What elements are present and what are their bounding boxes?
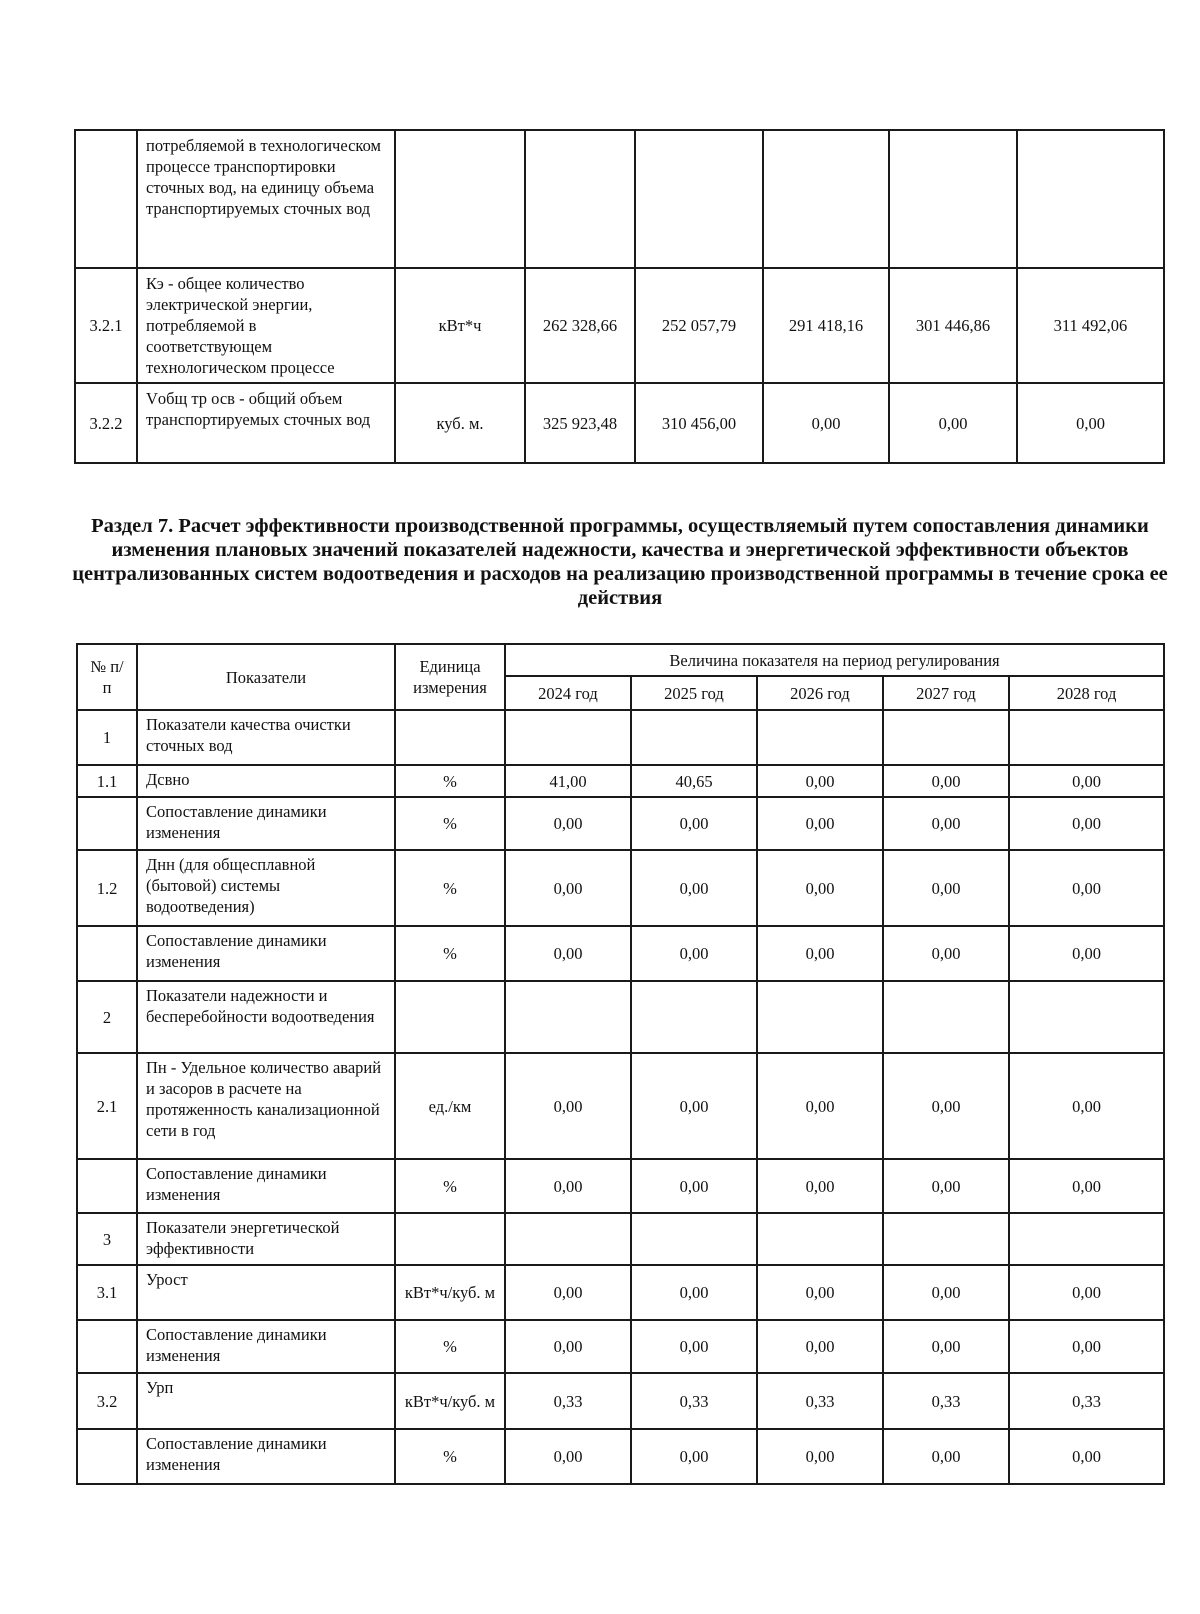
row-value: 0,00 (631, 1159, 757, 1213)
table-row (77, 850, 1164, 926)
row-value (525, 130, 635, 268)
row-indicator: Показатели надежности и бесперебойности водоотведения (137, 981, 395, 1053)
row-value: 301 446,86 (889, 268, 1017, 383)
row-value (883, 710, 1009, 765)
row-value: 40,65 (631, 765, 757, 797)
header-unit: Единица измерения (395, 644, 505, 710)
row-value (1009, 981, 1164, 1053)
row-value: 0,00 (883, 1320, 1009, 1373)
row-number (75, 130, 137, 268)
row-indicator: Пн - Удельное количество аварий и засоров в расчете на протяженность канализационной сети в год (137, 1053, 395, 1159)
row-value: 0,00 (757, 1265, 883, 1320)
row-unit: кВт*ч (395, 268, 525, 383)
row-unit: % (395, 797, 505, 850)
row-value: 0,00 (631, 1320, 757, 1373)
row-value (631, 1213, 757, 1265)
row-value (1009, 1213, 1164, 1265)
row-unit: куб. м. (395, 383, 525, 463)
row-value: 0,33 (505, 1373, 631, 1429)
row-value: 0,00 (757, 850, 883, 926)
row-indicator: Сопоставление динамики изменения (137, 1159, 395, 1213)
row-value: 0,00 (1017, 383, 1164, 463)
row-value: 0,00 (1009, 926, 1164, 981)
row-value: 0,00 (757, 1053, 883, 1159)
row-value: 0,00 (757, 1429, 883, 1484)
row-value: 0,00 (631, 850, 757, 926)
row-unit: % (395, 1429, 505, 1484)
row-number: 2.1 (77, 1053, 137, 1159)
row-value (757, 710, 883, 765)
row-value (631, 981, 757, 1053)
row-unit: ед./км (395, 1053, 505, 1159)
row-number: 3.2.1 (75, 268, 137, 383)
row-unit: % (395, 1159, 505, 1213)
table-row (77, 1213, 1164, 1265)
row-value: 0,00 (505, 850, 631, 926)
table-row (77, 797, 1164, 850)
row-value: 0,00 (757, 1159, 883, 1213)
table-row (75, 383, 1164, 463)
row-unit: % (395, 1320, 505, 1373)
row-number: 3.1 (77, 1265, 137, 1320)
header-year: 2028 год (1009, 676, 1164, 710)
row-value: 0,00 (1009, 797, 1164, 850)
row-indicator: Сопоставление динамики изменения (137, 797, 395, 850)
row-value: 0,00 (505, 797, 631, 850)
row-value (505, 1213, 631, 1265)
row-value: 0,00 (883, 1053, 1009, 1159)
row-indicator: Показатели энергетической эффективности (137, 1213, 395, 1265)
header-year: 2027 год (883, 676, 1009, 710)
row-value (883, 1213, 1009, 1265)
table-row (77, 1373, 1164, 1429)
row-number: 2 (77, 981, 137, 1053)
row-unit: кВт*ч/куб. м (395, 1265, 505, 1320)
row-value: 0,00 (883, 1159, 1009, 1213)
row-unit: % (395, 850, 505, 926)
row-number: 3.2.2 (75, 383, 137, 463)
row-indicator: Днн (для общесплавной (бытовой) системы водоотведения) (137, 850, 395, 926)
row-value (631, 710, 757, 765)
row-value: 0,00 (505, 1159, 631, 1213)
header-num: № п/п (77, 644, 137, 710)
row-unit (395, 710, 505, 765)
row-value: 0,33 (1009, 1373, 1164, 1429)
row-number: 1.1 (77, 765, 137, 797)
row-unit: кВт*ч/куб. м (395, 1373, 505, 1429)
row-value: 252 057,79 (635, 268, 763, 383)
row-number: 1.2 (77, 850, 137, 926)
row-value: 0,00 (505, 1265, 631, 1320)
row-number (77, 1320, 137, 1373)
row-value: 0,00 (631, 1265, 757, 1320)
row-value: 0,00 (1009, 1159, 1164, 1213)
row-value (635, 130, 763, 268)
row-number: 3.2 (77, 1373, 137, 1429)
row-value: 0,00 (1009, 1320, 1164, 1373)
row-value: 0,00 (883, 850, 1009, 926)
row-value: 325 923,48 (525, 383, 635, 463)
row-value: 310 456,00 (635, 383, 763, 463)
row-indicator: Vобщ тр осв - общий объем транспортируемых сточных вод (137, 383, 395, 463)
table-row (77, 926, 1164, 981)
row-unit (395, 130, 525, 268)
row-indicator: Сопоставление динамики изменения (137, 926, 395, 981)
row-value (505, 710, 631, 765)
row-value (889, 130, 1017, 268)
row-value: 0,00 (1009, 1429, 1164, 1484)
row-value: 0,00 (631, 1429, 757, 1484)
header-indicator: Показатели (137, 644, 395, 710)
row-value (757, 981, 883, 1053)
table-row (77, 765, 1164, 797)
row-value: 0,33 (883, 1373, 1009, 1429)
row-value: 0,00 (757, 1320, 883, 1373)
row-number: 3 (77, 1213, 137, 1265)
row-value: 0,00 (883, 797, 1009, 850)
row-value: 0,00 (757, 926, 883, 981)
row-number: 1 (77, 710, 137, 765)
row-number (77, 1429, 137, 1484)
row-unit: % (395, 765, 505, 797)
table-row (77, 710, 1164, 765)
row-number (77, 797, 137, 850)
table-row (75, 268, 1164, 383)
table-row (77, 1429, 1164, 1484)
row-indicator: Урост (137, 1265, 395, 1320)
table-row (75, 130, 1164, 268)
row-value: 0,00 (1009, 1053, 1164, 1159)
row-value: 0,00 (1009, 850, 1164, 926)
header-period: Величина показателя на период регулирования (505, 644, 1164, 676)
row-value: 0,00 (757, 797, 883, 850)
row-value (763, 130, 889, 268)
row-value: 0,00 (505, 1429, 631, 1484)
row-number (77, 926, 137, 981)
row-value: 0,00 (505, 1320, 631, 1373)
row-value (505, 981, 631, 1053)
row-value: 0,00 (883, 1265, 1009, 1320)
header-year: 2026 год (757, 676, 883, 710)
row-value: 0,00 (757, 765, 883, 797)
row-unit (395, 981, 505, 1053)
row-unit: % (395, 926, 505, 981)
row-value: 0,00 (883, 1429, 1009, 1484)
row-indicator: Показатели качества очистки сточных вод (137, 710, 395, 765)
row-indicator: потребляемой в технологическом процессе транспортировки сточных вод, на единицу объема транспортируемых сточных вод (137, 130, 395, 268)
header-year: 2024 год (505, 676, 631, 710)
row-value: 0,00 (631, 926, 757, 981)
row-value: 0,33 (631, 1373, 757, 1429)
table-row (77, 1320, 1164, 1373)
row-value (1017, 130, 1164, 268)
row-value (757, 1213, 883, 1265)
row-value: 311 492,06 (1017, 268, 1164, 383)
row-indicator: Кэ - общее количество электрической энергии, потребляемой в соответствующем технологическом процессе (137, 268, 395, 383)
efficiency-table (76, 643, 1165, 1485)
row-value: 262 328,66 (525, 268, 635, 383)
row-value: 0,00 (631, 797, 757, 850)
row-value: 291 418,16 (763, 268, 889, 383)
section-title: Раздел 7. Расчет эффективности производственной программы, осуществляемый путем сопоставления динамики изменения плановых значений показателей надежности, качества и энергетической эффективности объектов централизованных систем водоотведения и расходов на реализацию производственной программы в течение срока ее действия (72, 515, 1168, 609)
row-value: 0,00 (883, 926, 1009, 981)
row-value: 41,00 (505, 765, 631, 797)
table-row (77, 1265, 1164, 1320)
row-value: 0,00 (1009, 765, 1164, 797)
row-value: 0,00 (1009, 1265, 1164, 1320)
row-value: 0,00 (505, 1053, 631, 1159)
header-year: 2025 год (631, 676, 757, 710)
table-row (77, 1159, 1164, 1213)
row-value: 0,00 (889, 383, 1017, 463)
row-value: 0,00 (505, 926, 631, 981)
row-value: 0,33 (757, 1373, 883, 1429)
continuation-table (74, 129, 1165, 464)
row-indicator: Дсвно (137, 765, 395, 797)
row-unit (395, 1213, 505, 1265)
header-row (77, 644, 1164, 676)
table-row (77, 1053, 1164, 1159)
row-value (1009, 710, 1164, 765)
row-indicator: Сопоставление динамики изменения (137, 1429, 395, 1484)
row-indicator: Сопоставление динамики изменения (137, 1320, 395, 1373)
row-value (883, 981, 1009, 1053)
table-row (77, 981, 1164, 1053)
row-number (77, 1159, 137, 1213)
row-value: 0,00 (631, 1053, 757, 1159)
row-value: 0,00 (883, 765, 1009, 797)
row-indicator: Урп (137, 1373, 395, 1429)
row-value: 0,00 (763, 383, 889, 463)
